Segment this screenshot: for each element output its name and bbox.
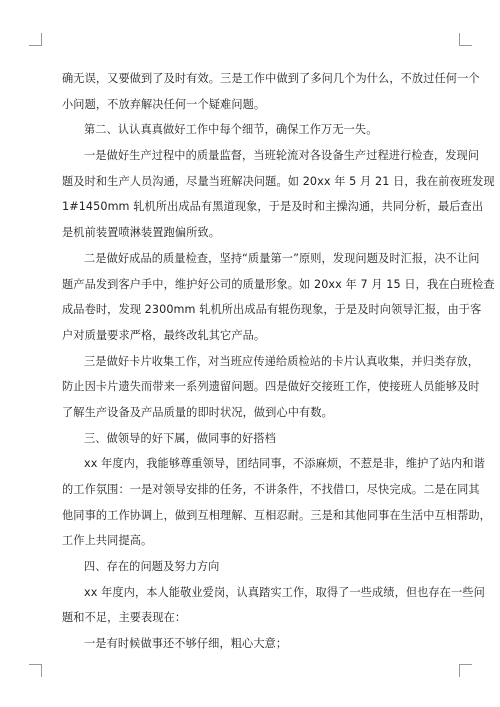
text-line: 三是做好卡片收集工作，对当班应传递给质检站的卡片认真收集，并归类存放， <box>84 354 480 368</box>
text-line: 一是有时候做事还不够仔细，粗心大意； <box>84 637 288 651</box>
text-line: 的工作氛围：一是对领导安排的任务，不讲条件，不找借口，尽快完成。二是在同其 <box>62 483 480 496</box>
text-line: xx 年度内，本人能敬业爱岗，认真踏实工作，取得了一些成绩，但也存在一些问 <box>84 585 485 599</box>
crop-mark-top-left <box>29 33 42 46</box>
text-line: 工作上共同提高。 <box>62 534 153 548</box>
text-line: 1#1450mm 轧机所出成品有黑道现象，于是及时和主操沟通，共同分析，最后查出 <box>62 200 484 214</box>
document-body <box>62 66 495 657</box>
text-line: 小问题，不放弃解决任何一个疑难问题。 <box>62 97 266 111</box>
crop-mark-bottom-right <box>459 664 472 677</box>
text-line: 一是做好生产过程中的质量监督，当班轮流对各设备生产过程进行检查，发现问 <box>84 149 480 163</box>
text-line: 题和不足，主要表现在： <box>62 611 187 625</box>
text-line: 题及时和生产人员沟通，尽量当班解决问题。如 20xx 年 5 月 21 日，我在前夜班发现 <box>62 174 495 188</box>
text-line: 成品卷时，发现 2300mm 轧机所出成品有辊伤现象，于是及时向领导汇报，由于客 <box>62 303 482 317</box>
section-heading: 第二、认认真真做好工作中每个细节，确保工作万无一失。 <box>84 123 378 137</box>
crop-mark-top-right <box>459 33 472 46</box>
text-line: 户对质量要求严格，最终改轧其它产品。 <box>62 328 266 342</box>
text-line: 二是做好成品的质量检查，坚持“质量第一”原则，发现问题及时汇报，决不让问 <box>84 251 480 265</box>
text-line: 是机前装置喷淋装置跑偏所致。 <box>62 226 221 240</box>
text-line: 确无误，又要做到了及时有效。三是工作中做到了多问几个为什么，不放过任何一个 <box>62 72 480 85</box>
section-heading: 四、存在的问题及努力方向 <box>84 560 220 574</box>
text-line: 防止因卡片遗失而带来一系列遗留问题。四是做好交接班工作，使接班人员能够及时 <box>62 380 480 394</box>
text-line: 他同事的工作协调上，做到互相理解、互相忍耐。三是和其他同事在生活中互相帮助， <box>62 508 491 522</box>
text-line: 了解生产设备及产品质量的即时状况，做到心中有数。 <box>62 405 333 419</box>
crop-mark-bottom-left <box>29 664 42 677</box>
text-line: xx 年度内，我能够尊重领导，团结同事，不添麻烦，不惹是非，维护了站内和谐 <box>84 457 485 471</box>
section-heading: 三、做领导的好下属，做同事的好搭档 <box>84 431 276 445</box>
text-line: 题产品发到客户手中，维护好公司的质量形象。如 20xx 年 7 月 15 日，我在白班检查 <box>62 277 495 291</box>
